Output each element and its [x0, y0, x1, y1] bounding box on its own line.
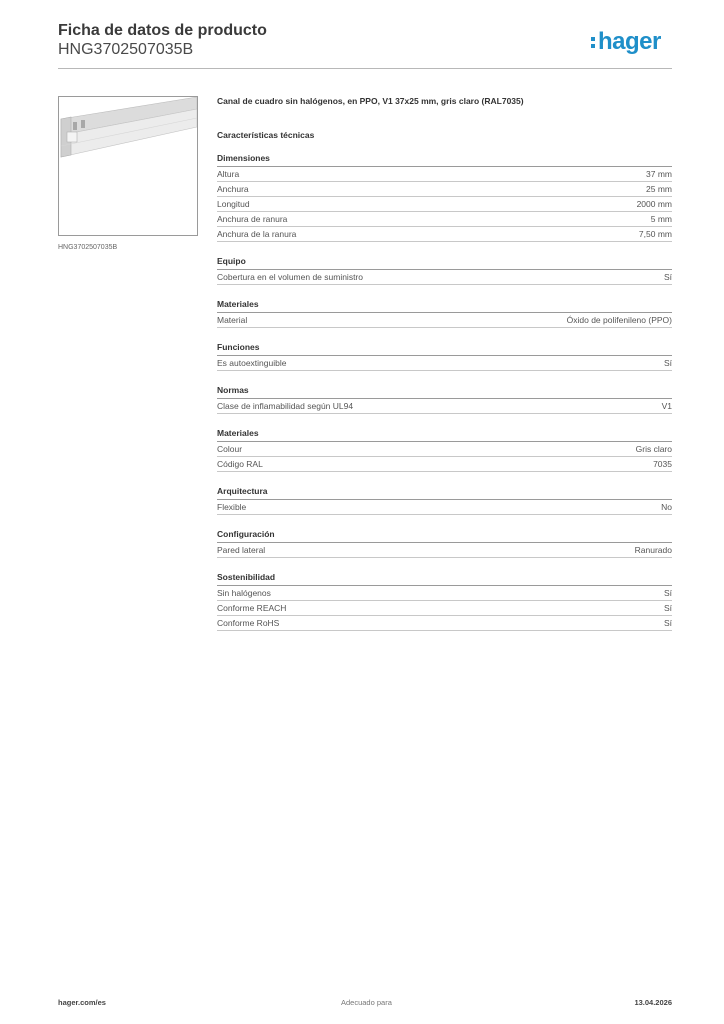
- section-title: Materiales: [217, 299, 672, 313]
- spec-value: Sí: [663, 358, 672, 368]
- spec-value: Sí: [663, 618, 672, 628]
- section-title: Dimensiones: [217, 153, 672, 167]
- footer-website: hager.com/es: [58, 998, 106, 1007]
- spec-row: [217, 356, 672, 371]
- spec-value: Gris claro: [635, 444, 672, 454]
- section-title: Configuración: [217, 529, 672, 543]
- footer-date: 13.04.2026: [634, 998, 672, 1007]
- spec-value: Ranurado: [634, 545, 672, 555]
- logo-dots-icon: [591, 33, 596, 49]
- spec-section: [217, 299, 672, 328]
- spec-value: Sí: [663, 272, 672, 282]
- spec-label: Longitud: [217, 199, 250, 209]
- spec-label: Conforme RoHS: [217, 618, 280, 628]
- section-title: Sostenibilidad: [217, 572, 672, 586]
- spec-row: [217, 442, 672, 457]
- spec-row: [217, 270, 672, 285]
- spec-value: 7,50 mm: [638, 229, 672, 239]
- spec-row: [217, 457, 672, 472]
- spec-value: Óxido de polifenileno (PPO): [566, 315, 672, 325]
- spec-label: Pared lateral: [217, 545, 266, 555]
- spec-value: 7035: [653, 459, 672, 469]
- spec-row: [217, 313, 672, 328]
- section-title: Materiales: [217, 428, 672, 442]
- spec-row: [217, 616, 672, 631]
- spec-label: Sin halógenos: [217, 588, 271, 598]
- spec-value: 37 mm: [646, 169, 672, 179]
- image-caption: HNG3702507035B: [58, 244, 118, 251]
- hager-logo: [591, 29, 661, 55]
- spec-value: 25 mm: [646, 184, 672, 194]
- section-title: Normas: [217, 385, 672, 399]
- spec-value: Sí: [663, 603, 672, 613]
- spec-label: Código RAL: [217, 459, 263, 469]
- document-header: [58, 22, 267, 59]
- spec-heading: Características técnicas: [217, 130, 315, 140]
- spec-value: Sí: [663, 588, 672, 598]
- spec-label: Conforme REACH: [217, 603, 287, 613]
- spec-section: [217, 385, 672, 414]
- spec-row: [217, 197, 672, 212]
- spec-row: [217, 500, 672, 515]
- header-divider: [58, 68, 672, 69]
- product-code: HNG3702507035B: [58, 41, 194, 58]
- spec-section: [217, 153, 672, 242]
- spec-label: Anchura: [217, 184, 249, 194]
- spec-value: V1: [661, 401, 672, 411]
- spec-label: Anchura de la ranura: [217, 229, 297, 239]
- document-title: Ficha de datos de producto: [58, 22, 267, 39]
- section-title: Funciones: [217, 342, 672, 356]
- spec-row: [217, 601, 672, 616]
- spec-row: [217, 167, 672, 182]
- spec-label: Flexible: [217, 502, 247, 512]
- cable-trunking-icon: [59, 97, 198, 236]
- spec-row: [217, 586, 672, 601]
- cable-trunking-image: [58, 96, 198, 236]
- spec-sections: [217, 153, 672, 631]
- spec-section: [217, 486, 672, 515]
- spec-section: [217, 529, 672, 558]
- spec-value: 2000 mm: [636, 199, 672, 209]
- spec-row: [217, 543, 672, 558]
- spec-section: [217, 342, 672, 371]
- spec-section: [217, 572, 672, 631]
- footer-center: Adecuado para: [341, 998, 392, 1007]
- product-description: Canal de cuadro sin halógenos, en PPO, V1 37x25 mm, gris claro (RAL7035): [217, 96, 524, 106]
- section-title: Equipo: [217, 256, 672, 270]
- spec-label: Clase de inflamabilidad según UL94: [217, 401, 354, 411]
- spec-section: [217, 428, 672, 472]
- spec-label: Anchura de ranura: [217, 214, 288, 224]
- spec-label: Altura: [217, 169, 240, 179]
- spec-row: [217, 212, 672, 227]
- spec-value: 5 mm: [650, 214, 672, 224]
- logo-text: hager: [598, 28, 661, 55]
- spec-label: Material: [217, 315, 248, 325]
- spec-value: No: [661, 502, 672, 512]
- spec-row: [217, 182, 672, 197]
- spec-label: Cobertura en el volumen de suministro: [217, 272, 363, 282]
- spec-label: Es autoextinguible: [217, 358, 287, 368]
- spec-label: Colour: [217, 444, 243, 454]
- spec-section: [217, 256, 672, 285]
- spec-row: [217, 227, 672, 242]
- spec-row: [217, 399, 672, 414]
- section-title: Arquitectura: [217, 486, 672, 500]
- product-details: [217, 96, 672, 631]
